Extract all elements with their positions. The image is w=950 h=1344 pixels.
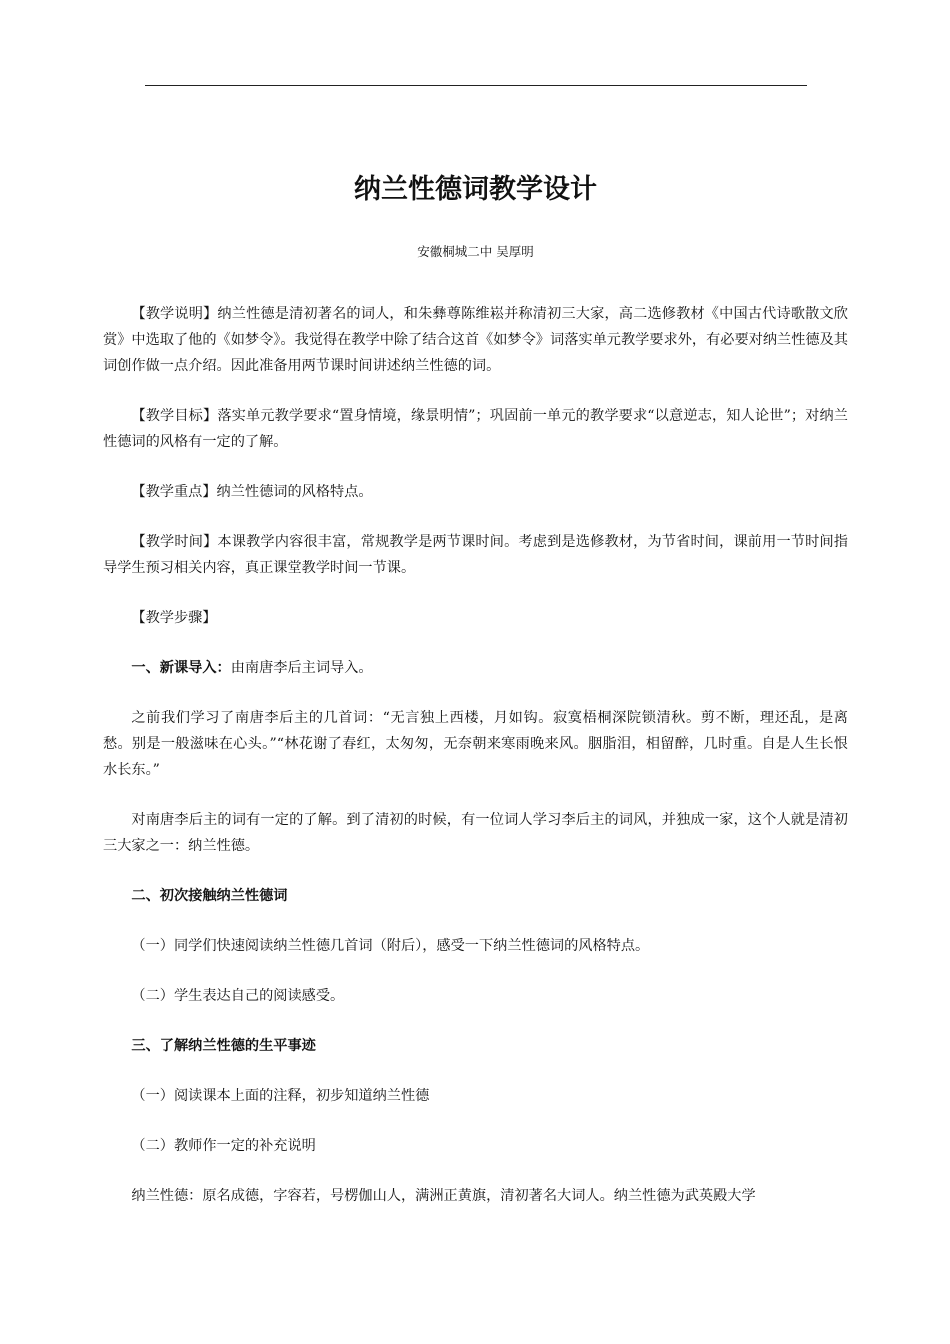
step-2-item-2: （二）学生表达自己的阅读感受。 xyxy=(131,988,345,1004)
intro-paragraph-2: 对南唐李后主的词有一定的了解。到了清初的时候，有一位词人学习李后主的词风，并独成一家，这个人就是清初三大家之一：纳兰性德。 xyxy=(103,812,848,854)
teaching-explanation: 【教学说明】纳兰性德是清初著名的词人，和朱彝尊陈维崧并称清初三大家，高二选修教材《中国古代诗歌散文欣赏》中选取了他的《如梦令》。我觉得在教学中除了结合这首《如梦令》词落实单元教学要求外，有必要对纳兰性德及其词创作做一点介绍。因此准备用两节课时间讲述纳兰性德的词。 xyxy=(103,306,848,374)
step-2-heading: 二、初次接触纳兰性德词 xyxy=(131,888,288,904)
document-title: 纳兰性德词教学设计 xyxy=(354,174,597,205)
step-3-item-2: （二）教师作一定的补充说明 xyxy=(131,1138,316,1154)
intro-paragraph-1: 之前我们学习了南唐李后主的几首词：“无言独上西楼，月如钩。寂寞梧桐深院锁清秋。剪不断，理还乱，是离愁。别是一般滋味在心头。”“林花谢了春红，太匆匆，无奈朝来寒雨晚来风。胭脂泪，相留醉，几时重。自是人生长恨水长东。” xyxy=(103,710,848,778)
document-body xyxy=(103,170,848,1209)
step-1-label: 一、新课导入： xyxy=(131,660,231,676)
teaching-goal: 【教学目标】落实单元教学要求“置身情境，缘景明情”；巩固前一单元的教学要求“以意逆志，知人论世”；对纳兰性德词的风格有一定的了解。 xyxy=(103,408,848,450)
teaching-time: 【教学时间】本课教学内容很丰富，常规教学是两节课时间。考虑到是选修教材，为节省时间，课前用一节时间指导学生预习相关内容，真正课堂教学时间一节课。 xyxy=(103,534,848,576)
step-1-text: 由南唐李后主词导入。 xyxy=(230,660,373,676)
step-1-heading xyxy=(103,655,848,681)
header-rule xyxy=(145,85,807,86)
author-line: 安徽桐城二中 吴厚明 xyxy=(417,244,534,259)
step-2-item-1: （一）同学们快速阅读纳兰性德几首词（附后），感受一下纳兰性德词的风格特点。 xyxy=(131,938,650,954)
teaching-steps: 【教学步骤】 xyxy=(131,610,217,626)
biography-paragraph: 纳兰性德：原名成德，字容若，号楞伽山人，满洲正黄旗，清初著名大词人。纳兰性德为武英殿大学 xyxy=(131,1188,756,1204)
step-3-item-1: （一）阅读课本上面的注释，初步知道纳兰性德 xyxy=(131,1088,430,1104)
teaching-focus: 【教学重点】纳兰性德词的风格特点。 xyxy=(131,484,373,500)
step-3-heading: 三、了解纳兰性德的生平事迹 xyxy=(131,1038,316,1054)
